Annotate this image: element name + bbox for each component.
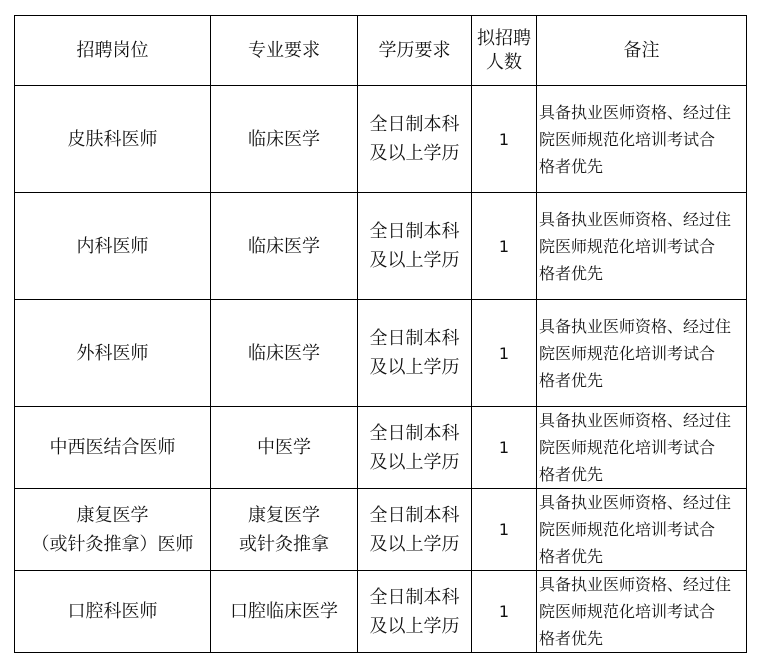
- position-line: 外科医师: [76, 342, 149, 364]
- major-line: 临床医学: [248, 128, 320, 150]
- header-education: 学历要求: [358, 16, 472, 86]
- cell-position: [15, 86, 211, 193]
- edu-line: 及以上学历: [369, 250, 460, 271]
- major-line: 临床医学: [248, 235, 320, 257]
- edu-line: 全日制本科: [369, 422, 460, 444]
- cell-education: [358, 489, 472, 571]
- remark-line: 院医师规范化培训考试合: [539, 520, 716, 539]
- remark-line: 院医师规范化培训考试合: [539, 438, 716, 457]
- cell-remarks: [537, 86, 747, 193]
- remark-line: 格者优先: [539, 263, 604, 283]
- edu-line: 全日制本科: [369, 586, 460, 608]
- header-count: [472, 16, 537, 86]
- major-line: 或针灸推拿: [239, 533, 329, 555]
- position-line: 中西医结合医师: [49, 437, 176, 458]
- cell-count: 1: [472, 407, 537, 489]
- remark-line: 院医师规范化培训考试合: [539, 602, 716, 621]
- position-line: （或针灸推拿）医师: [31, 533, 194, 555]
- cell-remarks: [537, 407, 747, 489]
- table-row: [15, 571, 747, 653]
- cell-count: 1: [472, 300, 537, 407]
- cell-remarks: [537, 571, 747, 653]
- cell-major: [211, 300, 358, 407]
- remark-line: 具备执业医师资格、经过住: [539, 102, 732, 122]
- remark-line: 具备执业医师资格、经过住: [539, 493, 732, 512]
- remark-line: 具备执业医师资格、经过住: [539, 575, 732, 594]
- major-line: 康复医学: [248, 504, 320, 526]
- remark-line: 格者优先: [539, 465, 604, 484]
- cell-position: [15, 571, 211, 653]
- edu-line: 及以上学历: [369, 143, 460, 164]
- cell-major: [211, 571, 358, 653]
- cell-position: [15, 300, 211, 407]
- table-row: [15, 407, 747, 489]
- cell-count: 1: [472, 193, 537, 300]
- header-row: [15, 16, 747, 86]
- cell-count: 1: [472, 489, 537, 571]
- edu-line: 及以上学历: [369, 615, 460, 637]
- remark-line: 格者优先: [539, 629, 604, 648]
- cell-education: [358, 300, 472, 407]
- edu-line: 全日制本科: [369, 221, 460, 242]
- cell-remarks: [537, 193, 747, 300]
- remark-line: 院医师规范化培训考试合: [539, 236, 716, 256]
- cell-count: 1: [472, 571, 537, 653]
- remark-line: 格者优先: [539, 370, 604, 390]
- remark-line: 具备执业医师资格、经过住: [539, 411, 732, 430]
- cell-position: [15, 193, 211, 300]
- cell-major: [211, 86, 358, 193]
- header-major: 专业要求: [211, 16, 358, 86]
- header-count-line1: 拟招聘: [477, 27, 531, 49]
- cell-education: [358, 407, 472, 489]
- cell-education: [358, 86, 472, 193]
- position-line: 康复医学: [76, 504, 149, 526]
- edu-line: 及以上学历: [369, 451, 460, 473]
- cell-remarks: [537, 300, 747, 407]
- remark-line: 具备执业医师资格、经过住: [539, 209, 732, 229]
- edu-line: 及以上学历: [369, 357, 460, 378]
- remark-line: 格者优先: [539, 547, 604, 566]
- table-row: [15, 86, 747, 193]
- table-row: [15, 193, 747, 300]
- cell-major: [211, 489, 358, 571]
- table-row: [15, 489, 747, 571]
- major-line: 临床医学: [248, 342, 320, 364]
- edu-line: 全日制本科: [369, 114, 460, 135]
- cell-count: 1: [472, 86, 537, 193]
- remark-line: 具备执业医师资格、经过住: [539, 316, 732, 336]
- cell-remarks: [537, 489, 747, 571]
- header-position: 招聘岗位: [15, 16, 211, 86]
- table-row: [15, 300, 747, 407]
- remark-line: 院医师规范化培训考试合: [539, 343, 716, 363]
- major-line: 口腔临床医学: [230, 601, 338, 622]
- position-line: 皮肤科医师: [67, 128, 158, 150]
- header-count-line2: 人数: [486, 51, 522, 73]
- position-line: 内科医师: [76, 235, 149, 257]
- cell-major: [211, 193, 358, 300]
- position-line: 口腔科医师: [67, 601, 158, 622]
- remark-line: 院医师规范化培训考试合: [539, 129, 716, 149]
- remark-line: 格者优先: [539, 156, 604, 176]
- recruitment-table: [14, 15, 747, 653]
- header-remarks: 备注: [537, 16, 747, 86]
- cell-position: [15, 489, 211, 571]
- edu-line: 全日制本科: [369, 504, 460, 526]
- cell-position: [15, 407, 211, 489]
- edu-line: 及以上学历: [369, 533, 460, 555]
- cell-education: [358, 193, 472, 300]
- edu-line: 全日制本科: [369, 328, 460, 349]
- cell-education: [358, 571, 472, 653]
- major-line: 中医学: [257, 437, 311, 458]
- cell-major: [211, 407, 358, 489]
